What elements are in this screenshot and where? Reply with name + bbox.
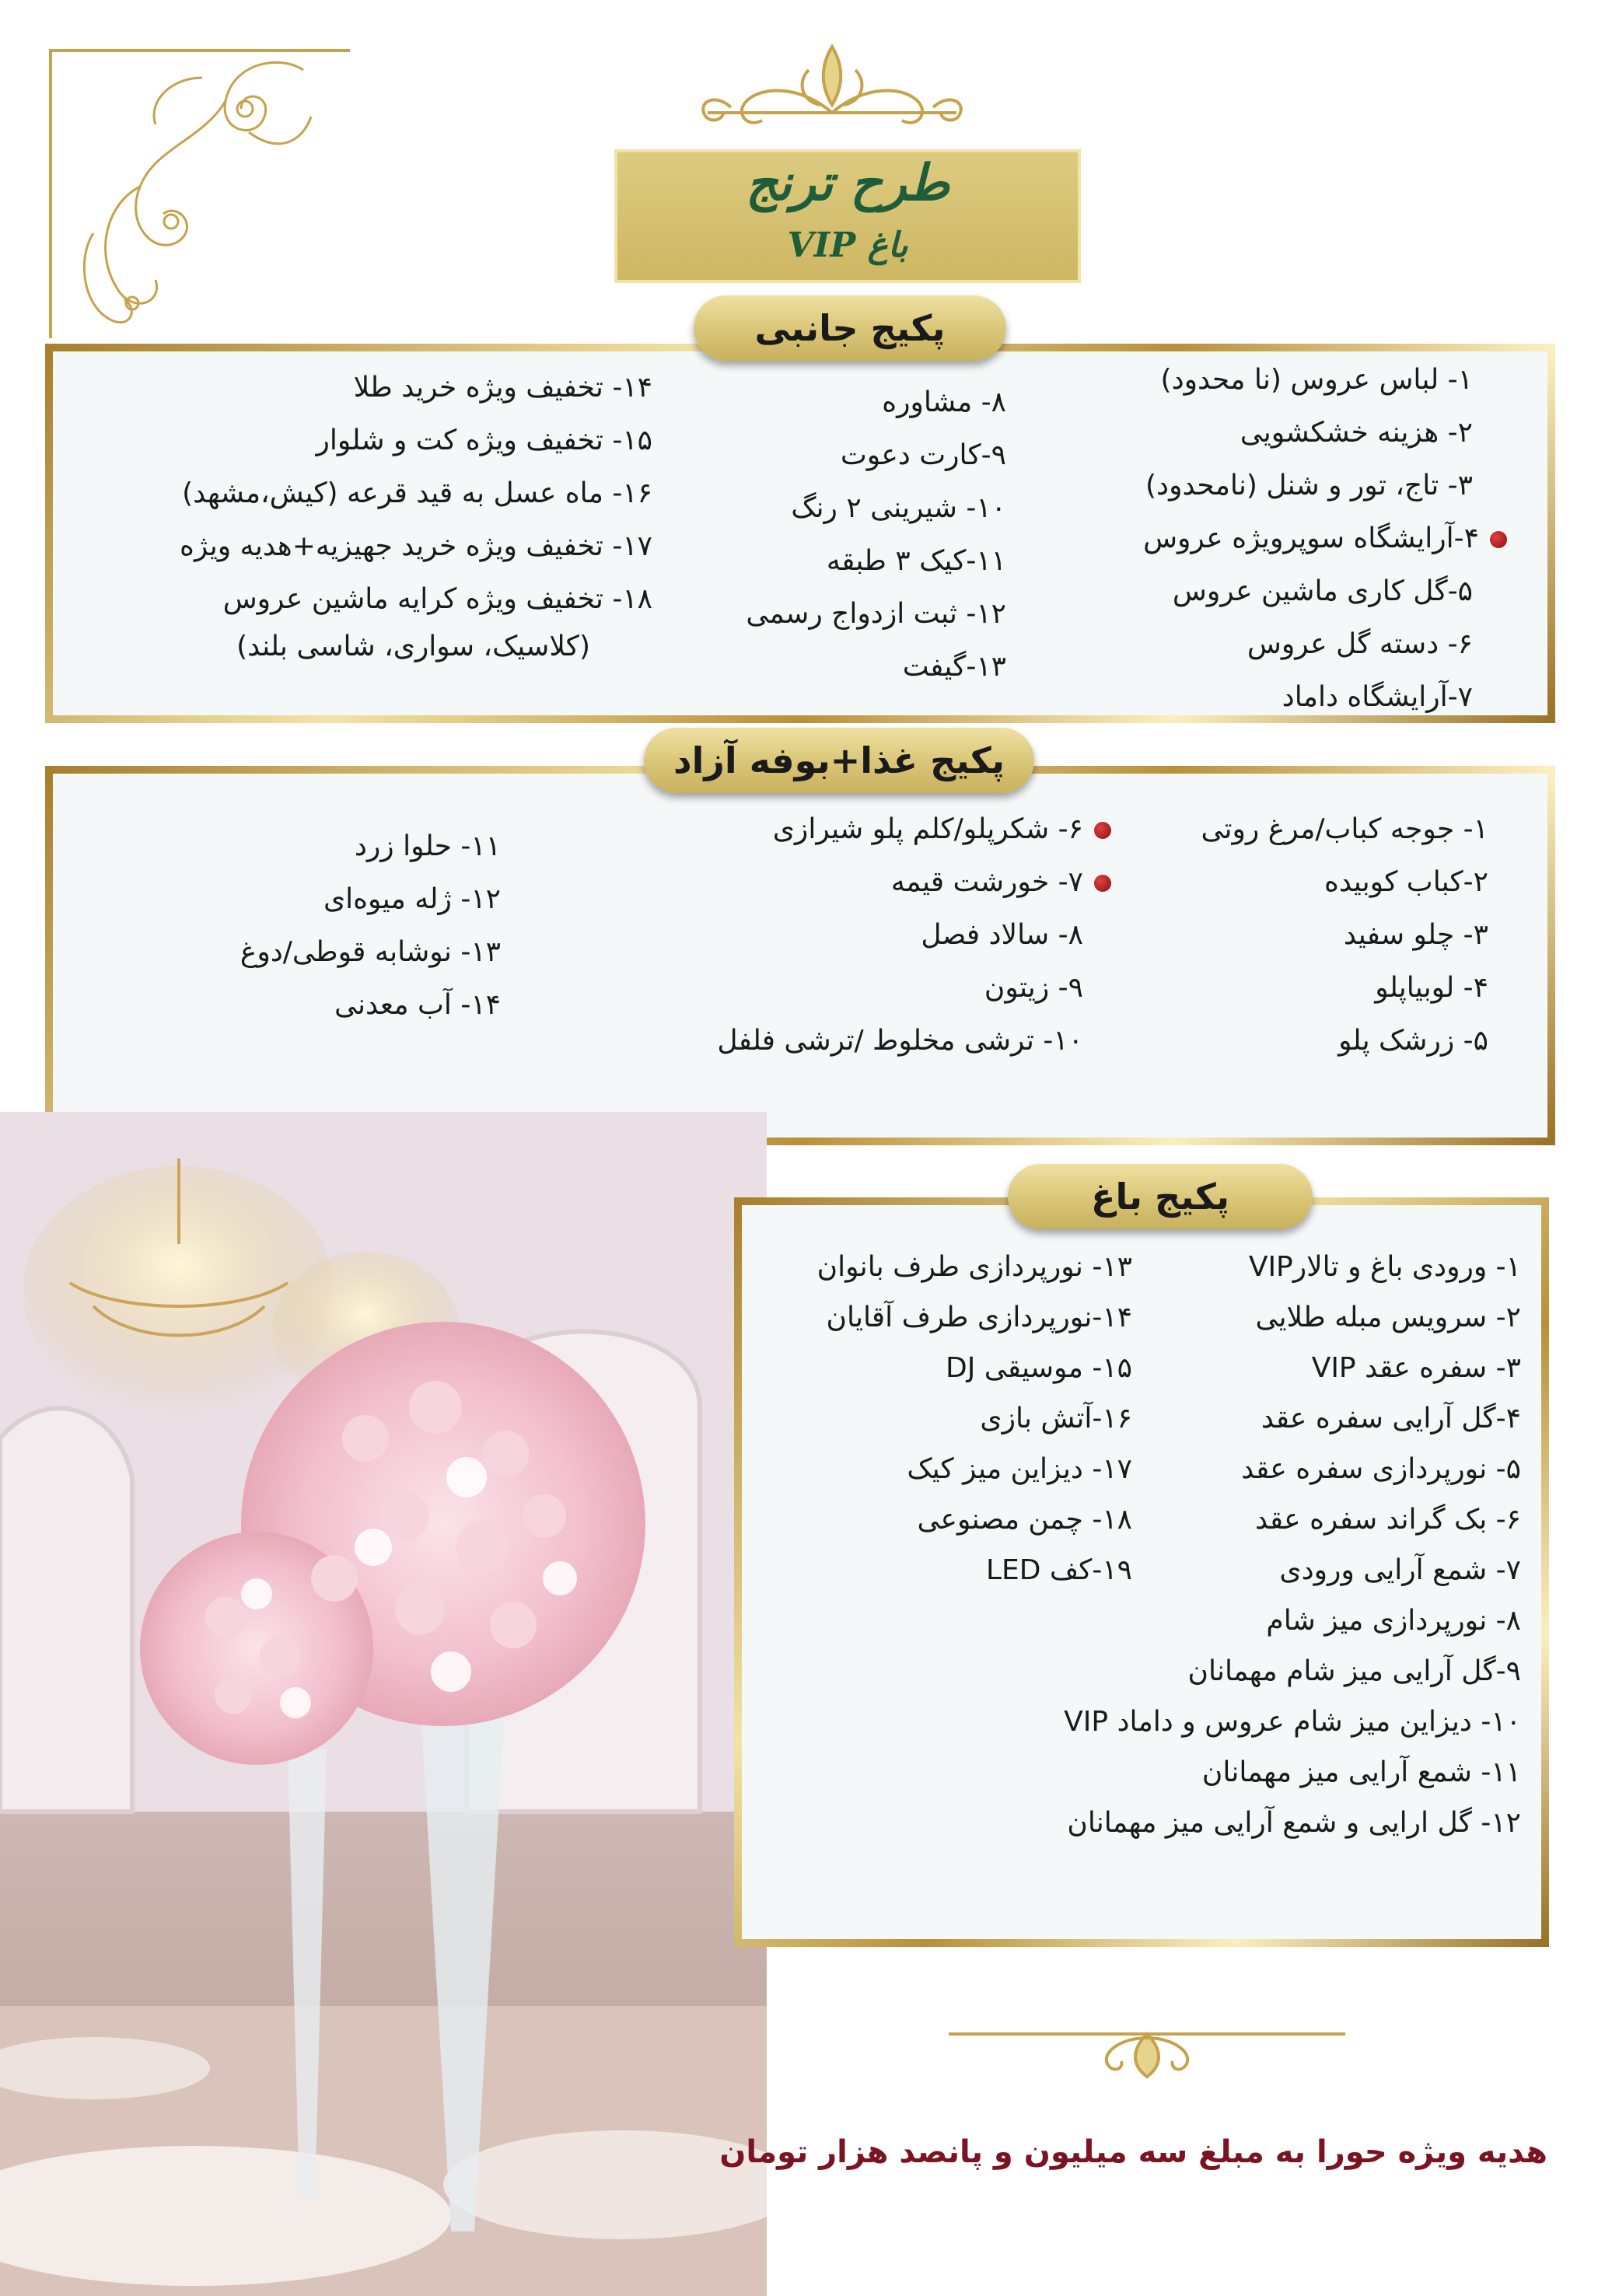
gold-flourish-ornament <box>684 39 980 132</box>
garden-col-right <box>1064 1242 1521 1848</box>
list-item: ۱۱- شمع آرایی میز مهمانان <box>1201 1756 1521 1788</box>
list-item: ۹- زیتون <box>984 972 1083 1004</box>
janebi-col-right <box>1143 354 1479 724</box>
red-bullet-icon <box>1094 875 1111 892</box>
food-col-right <box>1201 803 1488 1068</box>
list-item: ۶- دسته گل عروس <box>1247 628 1473 660</box>
gift-offer-text: هدیه ویژه حورا به مبلغ سه میلیون و پانصد هزار تومان <box>719 2134 1547 2170</box>
list-item: ۱۲- گل ارایی و شمع آرایی میز مهمانان <box>1067 1807 1521 1839</box>
list-item: ۳- سفره عقد VIP <box>1311 1352 1521 1384</box>
janebi-col-left <box>180 362 652 668</box>
list-item: ۱۷- تخفیف ویژه خرید جهیزیه+هدیه ویژه <box>179 530 652 562</box>
janebi-col-mid <box>746 376 1006 694</box>
list-item: ۱۳- نورپردازی طرف بانوان <box>816 1251 1132 1283</box>
list-item: ۸- مشاوره <box>882 386 1006 418</box>
red-bullet-icon <box>1094 822 1111 839</box>
list-item: ۹-گل آرایی میز شام مهمانان <box>1187 1655 1521 1687</box>
list-item: ۱۲- ژله میوه‌ای <box>323 883 501 915</box>
divider-ornament <box>941 2018 1353 2081</box>
list-item: ۳- تاج، تور و شنل (نامحدود) <box>1145 470 1473 501</box>
list-item: ۱۲- ثبت ازدواج رسمی <box>746 598 1006 630</box>
list-item: ۷- شمع آرایی ورودی <box>1279 1554 1521 1586</box>
list-item: ۱- جوجه کباب/مرغ روتی <box>1201 813 1488 845</box>
food-col-left <box>240 820 501 1032</box>
list-item: ۱۸- تخفیف ویژه کرایه ماشین عروس <box>222 583 652 615</box>
list-item: ۵- زرشک پلو <box>1338 1025 1488 1057</box>
list-item: ۱۱- حلوا زرد <box>354 830 501 862</box>
food-col-mid <box>717 803 1111 1068</box>
list-item: ۱- ورودی باغ و تالارVIP <box>1248 1251 1521 1283</box>
list-item: ۴- لوبیاپلو <box>1375 972 1488 1004</box>
list-item: ۱۰- شیرینی ۲ رنگ <box>791 492 1006 524</box>
list-item: ۲- هزینه خشکشویی <box>1240 417 1473 449</box>
garden-package-title: پکیج باغ <box>1008 1164 1313 1229</box>
wedding-flowers-photo <box>0 1112 767 2296</box>
list-item: ۱۰- ترشی مخلوط /ترشی فلفل <box>717 1025 1083 1057</box>
list-item: ۱۰- دیزاین میز شام عروس و داماد VIP <box>1064 1706 1521 1738</box>
list-item-highlighted: ۶- شکرپلو/کلم پلو شیرازی <box>717 803 1111 856</box>
list-item: ۱۴-نورپردازی طرف آقایان <box>826 1302 1132 1333</box>
list-item: ۱۴- آب معدنی <box>334 989 501 1021</box>
list-item: ۱۵- تخفیف ویژه کت و شلوار <box>316 425 652 456</box>
list-item: ۱۷- دیزاین میز کیک <box>907 1453 1132 1485</box>
list-item: ۴-گل آرایی سفره عقد <box>1261 1403 1521 1435</box>
janebi-package-title: پکیج جانبی <box>694 295 1006 361</box>
page-title: طرح ترنج <box>745 154 950 212</box>
list-item: (کلاسیک، سواری، شاسی بلند) <box>236 631 590 662</box>
list-item: ۵- نورپردازی سفره عقد <box>1241 1453 1521 1485</box>
food-package-title: پکیج غذا+بوفه آزاد <box>644 728 1034 793</box>
list-item: ۲-کباب کوبیده <box>1324 866 1488 898</box>
list-item: ۲- سرویس مبله طلایی <box>1255 1302 1521 1333</box>
garden-col-left <box>817 1242 1132 1595</box>
list-item: ۶- بک گراند سفره عقد <box>1255 1504 1521 1536</box>
red-bullet-icon <box>1490 531 1507 548</box>
list-item: ۱۵- موسیقی DJ <box>945 1352 1132 1384</box>
list-item: ۹-کارت دعوت <box>840 439 1006 471</box>
list-item-highlighted: ۷- خورشت قیمه <box>717 856 1111 909</box>
list-item: ۱۴- تخفیف ویژه خرید طلا <box>353 372 652 404</box>
list-item: ۱۳- نوشابه قوطی/دوغ <box>240 936 501 968</box>
list-item: ۱۳-گیفت <box>902 651 1006 683</box>
list-item: ۷-آرایشگاه داماد <box>1282 681 1473 713</box>
wedding-flowers-illustration <box>0 1112 767 2296</box>
list-item: ۱۶- ماه عسل به قید قرعه (کیش،مشهد) <box>182 477 652 509</box>
list-item: ۱۱-کیک ۳ طبقه <box>826 545 1006 577</box>
list-item: ۸- نورپردازی میز شام <box>1266 1605 1521 1637</box>
list-item: ۸- سالاد فصل <box>921 919 1083 951</box>
list-item: ۱۹-کف LED <box>985 1554 1132 1586</box>
title-plaque <box>614 149 1081 283</box>
list-item: ۵-گل کاری ماشین عروس <box>1172 575 1473 607</box>
list-item: ۱۸- چمن مصنوعی <box>917 1504 1132 1536</box>
list-item: ۱- لباس عروس (نا محدود) <box>1160 364 1473 396</box>
list-item: ۱۶-آتش بازی <box>980 1403 1132 1435</box>
list-item: ۳- چلو سفید <box>1343 919 1488 951</box>
corner-swirl-ornament <box>47 47 358 342</box>
page-subtitle: باغ VIP <box>787 225 908 265</box>
list-item-highlighted: ۴-آرایشگاه سوپرویژه عروس <box>1143 512 1507 565</box>
